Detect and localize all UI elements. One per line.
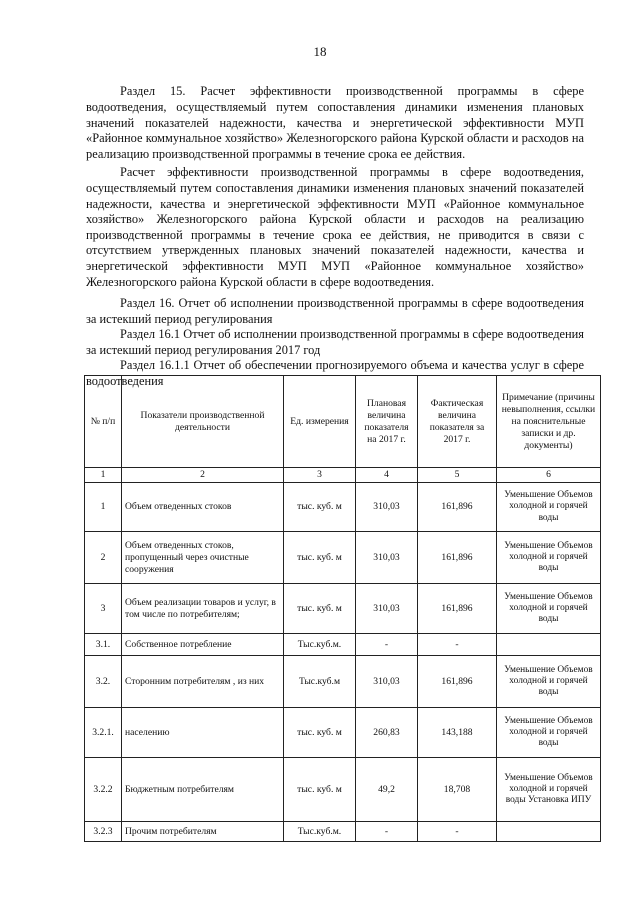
row-indicator: Собственное потребление (122, 634, 284, 656)
table-row (85, 584, 601, 634)
page-number: 18 (313, 44, 327, 59)
column-number: 3 (284, 468, 356, 483)
row-unit: тыс. куб. м (284, 584, 356, 634)
column-number: 1 (85, 468, 122, 483)
row-unit: Тыс.куб.м. (284, 634, 356, 656)
row-unit: тыс. куб. м (284, 758, 356, 822)
table-row (85, 483, 601, 532)
row-indicator: Бюджетным потребителям (122, 758, 284, 822)
row-actual: 161,896 (418, 532, 497, 584)
row-planned: - (356, 822, 418, 842)
row-actual: 18,708 (418, 758, 497, 822)
row-unit: тыс. куб. м (284, 532, 356, 584)
table-row (85, 634, 601, 656)
header-planned: Плановая величина показателя на 2017 г. (356, 376, 418, 468)
section-16-1-1-heading: Раздел 16.1.1 Отчет об обеспечении прогнозируемого объема и качества услуг в сфере водоотведения (86, 358, 584, 388)
row-unit: тыс. куб. м (284, 708, 356, 758)
row-actual: 161,896 (418, 483, 497, 532)
row-indicator: населению (122, 708, 284, 758)
row-actual: - (418, 634, 497, 656)
column-number: 6 (497, 468, 601, 483)
table-row (85, 656, 601, 708)
section-16-1-heading: Раздел 16.1 Отчет об исполнении производственной программы в сфере водоотведения за истекший период регулирования 2017 год (86, 327, 584, 357)
row-num: 3.2.3 (85, 822, 122, 842)
header-unit: Ед. измерения (284, 376, 356, 468)
row-note: Уменьшение Объемов холодной и горячей воды (497, 584, 601, 634)
row-num: 3.1. (85, 634, 122, 656)
row-note (497, 822, 601, 842)
table-header-row (85, 376, 601, 468)
row-actual: 161,896 (418, 584, 497, 634)
row-note: Уменьшение Объемов холодной и горячей воды (497, 483, 601, 532)
row-num: 3 (85, 584, 122, 634)
header-note: Примечание (причины невыполнения, ссылки на пояснительные записки и др. документы) (497, 376, 601, 468)
row-actual: - (418, 822, 497, 842)
row-planned: 310,03 (356, 483, 418, 532)
row-unit: Тыс.куб.м (284, 656, 356, 708)
table-row (85, 708, 601, 758)
row-num: 3.2. (85, 656, 122, 708)
row-unit: Тыс.куб.м. (284, 822, 356, 842)
column-number: 4 (356, 468, 418, 483)
table-row (85, 758, 601, 822)
row-note: Уменьшение Объемов холодной и горячей воды (497, 708, 601, 758)
row-num: 3.2.1. (85, 708, 122, 758)
column-number: 2 (122, 468, 284, 483)
row-planned: 310,03 (356, 532, 418, 584)
table-row (85, 822, 601, 842)
row-planned: 49,2 (356, 758, 418, 822)
table-row (85, 532, 601, 584)
row-note: Уменьшение Объемов холодной и горячей воды (497, 656, 601, 708)
row-planned: 310,03 (356, 584, 418, 634)
header-num: № п/п (85, 376, 122, 468)
row-planned: 310,03 (356, 656, 418, 708)
row-indicator: Объем отведенных стоков, пропущенный через очистные сооружения (122, 532, 284, 584)
row-note: Уменьшение Объемов холодной и горячей воды (497, 532, 601, 584)
section-15-body: Расчет эффективности производственной программы в сфере водоотведения, осуществляемый путем сопоставления динамики изменения плановых значений показателей надежности, качества и энергетической эффективности МУП «Районное коммунальное хозяйство» Железногорского района Курской области и расходов на реализацию производственной программы в течение срока ее действия, не приводится в связи с отсутствием утвержденных плановых значений показателей надежности, качества и энергетической эффективности МУП МУП «Районное коммунальное хозяйство» Железногорского района Курской области в сфере водоотведения. (86, 165, 584, 289)
report-table (84, 375, 601, 842)
row-indicator: Объем реализации товаров и услуг, в том числе по потребителям; (122, 584, 284, 634)
row-note: Уменьшение Объемов холодной и горячей воды Установка ИПУ (497, 758, 601, 822)
row-indicator: Прочим потребителям (122, 822, 284, 842)
row-note (497, 634, 601, 656)
section-15-heading: Раздел 15. Расчет эффективности производственной программы в сфере водоотведения, осуществляемый путем сопоставления динамики изменения плановых значений показателей надежности, качества и энергетической эффективности МУП «Районное коммунальное хозяйство» Железногорского района Курской области и расходов на реализацию производственной программы в течение срока ее действия. (86, 84, 584, 161)
row-actual: 161,896 (418, 656, 497, 708)
column-number-row (85, 468, 601, 483)
row-indicator: Объем отведенных стоков (122, 483, 284, 532)
header-actual: Фактическая величина показателя за 2017 г. (418, 376, 497, 468)
header-indicator: Показатели производственной деятельности (122, 376, 284, 468)
row-unit: тыс. куб. м (284, 483, 356, 532)
row-actual: 143,188 (418, 708, 497, 758)
row-planned: - (356, 634, 418, 656)
column-number: 5 (418, 468, 497, 483)
row-num: 1 (85, 483, 122, 532)
row-planned: 260,83 (356, 708, 418, 758)
row-num: 3.2.2 (85, 758, 122, 822)
row-num: 2 (85, 532, 122, 584)
row-indicator: Сторонним потребителям , из них (122, 656, 284, 708)
section-16-heading: Раздел 16. Отчет об исполнении производственной программы в сфере водоотведения за истекший период регулирования (86, 296, 584, 326)
